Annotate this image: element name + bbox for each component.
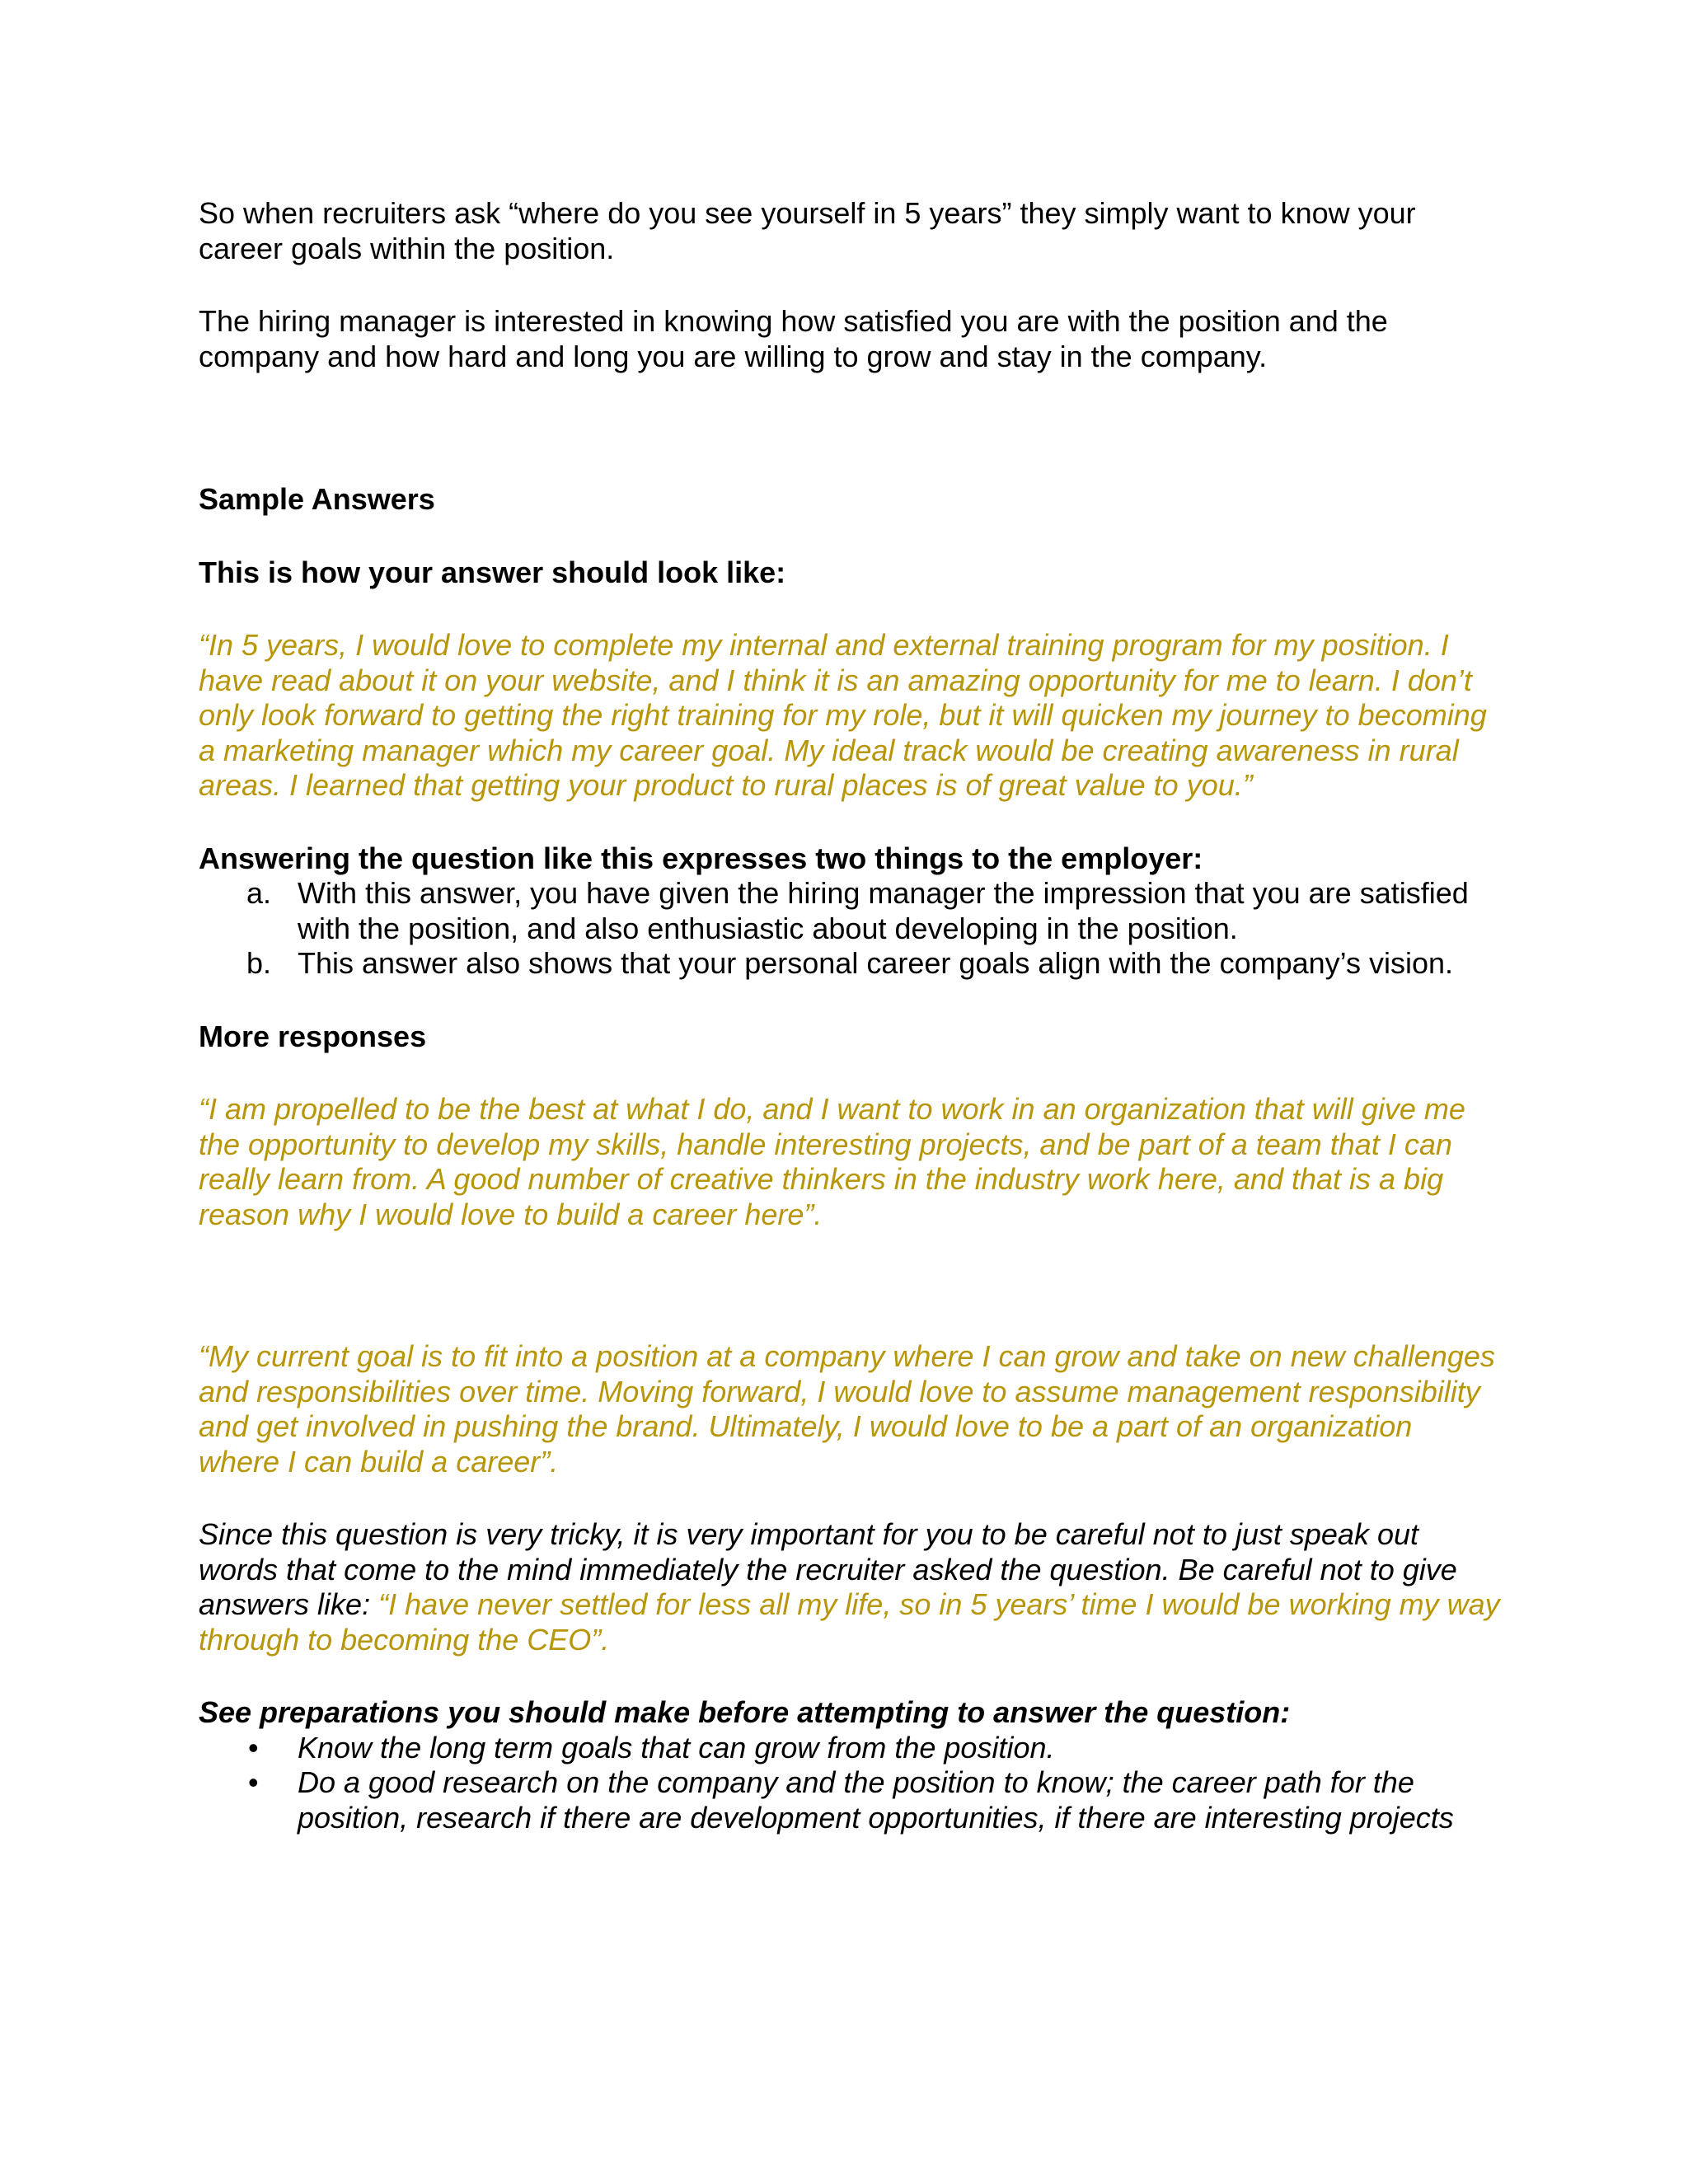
list-marker: b. <box>246 946 272 980</box>
list-item-text: With this answer, you have given the hiring manager the impression that you are satisfied with the position, and also enthusiastic about developing in the position. <box>298 876 1469 945</box>
list-item-text: Know the long term goals that can grow from the position. <box>298 1730 1055 1765</box>
expresses-list <box>199 876 1501 982</box>
sample-answer-quote: “In 5 years, I would love to complete my internal and external training program for my position. I have read about it on your website, and I think it is an amazing opportunity for me to learn. I don’t only look forward to getting the right training for my role, but it will quicken my journey to becoming a marketing manager which my career goal. My ideal track would be creating awareness in rural areas. I learned that getting your product to rural places is of great value to you.” <box>199 628 1487 802</box>
bullet-marker: • <box>248 1730 259 1765</box>
list-item <box>199 946 1501 982</box>
more-response-quote-1: “I am propelled to be the best at what I do, and I want to work in an organization that will give me the opportunity to develop my skills, handle interesting projects, and be part of a team that I can really learn from. A good number of creative thinkers in the industry work here, and that is a big reason why I would love to build a career here”. <box>199 1092 1465 1231</box>
list-marker: a. <box>246 876 272 910</box>
list-item-text: Do a good research on the company and the position to know; the career path for the position, research if there are development opportunities, if there are interesting projects <box>298 1765 1454 1835</box>
sample-answers-heading: Sample Answers <box>199 482 435 516</box>
expresses-heading: Answering the question like this expresses two things to the employer: <box>199 841 1203 875</box>
document-page <box>199 196 1501 1835</box>
sample-answers-subheading: This is how your answer should look like: <box>199 555 786 589</box>
preparations-heading: See preparations you should make before attempting to answer the question: <box>199 1695 1291 1729</box>
list-item <box>199 1765 1501 1835</box>
caution-text: Since this question is very tricky, it is very important for you to be careful not to just speak out words that come to the mind immediately the recruiter asked the question. Be careful not to give answers like: <box>199 1517 1457 1621</box>
list-item <box>199 1731 1501 1766</box>
preparations-list <box>199 1731 1501 1836</box>
list-item <box>199 876 1501 946</box>
list-item-text: This answer also shows that your personal career goals align with the company’s vision. <box>298 946 1454 980</box>
caution-paragraph <box>199 1517 1501 1657</box>
bullet-marker: • <box>248 1765 259 1799</box>
caution-quote: “I have never settled for less all my life, so in 5 years’ time I would be working my way through to becoming the CEO”. <box>199 1587 1500 1657</box>
intro-paragraph-2: The hiring manager is interested in knowing how satisfied you are with the position and the company and how hard and long you are willing to grow and stay in the company. <box>199 304 1388 373</box>
more-responses-heading: More responses <box>199 1019 427 1053</box>
more-response-quote-2: “My current goal is to fit into a position at a company where I can grow and take on new challenges and responsibilities over time. Moving forward, I would love to assume management responsibility and get involved in pushing the brand. Ultimately, I would love to be a part of an organization where I can build a career”. <box>199 1339 1495 1479</box>
intro-paragraph-1: So when recruiters ask “where do you see yourself in 5 years” they simply want to know your career goals within the position. <box>199 196 1416 265</box>
